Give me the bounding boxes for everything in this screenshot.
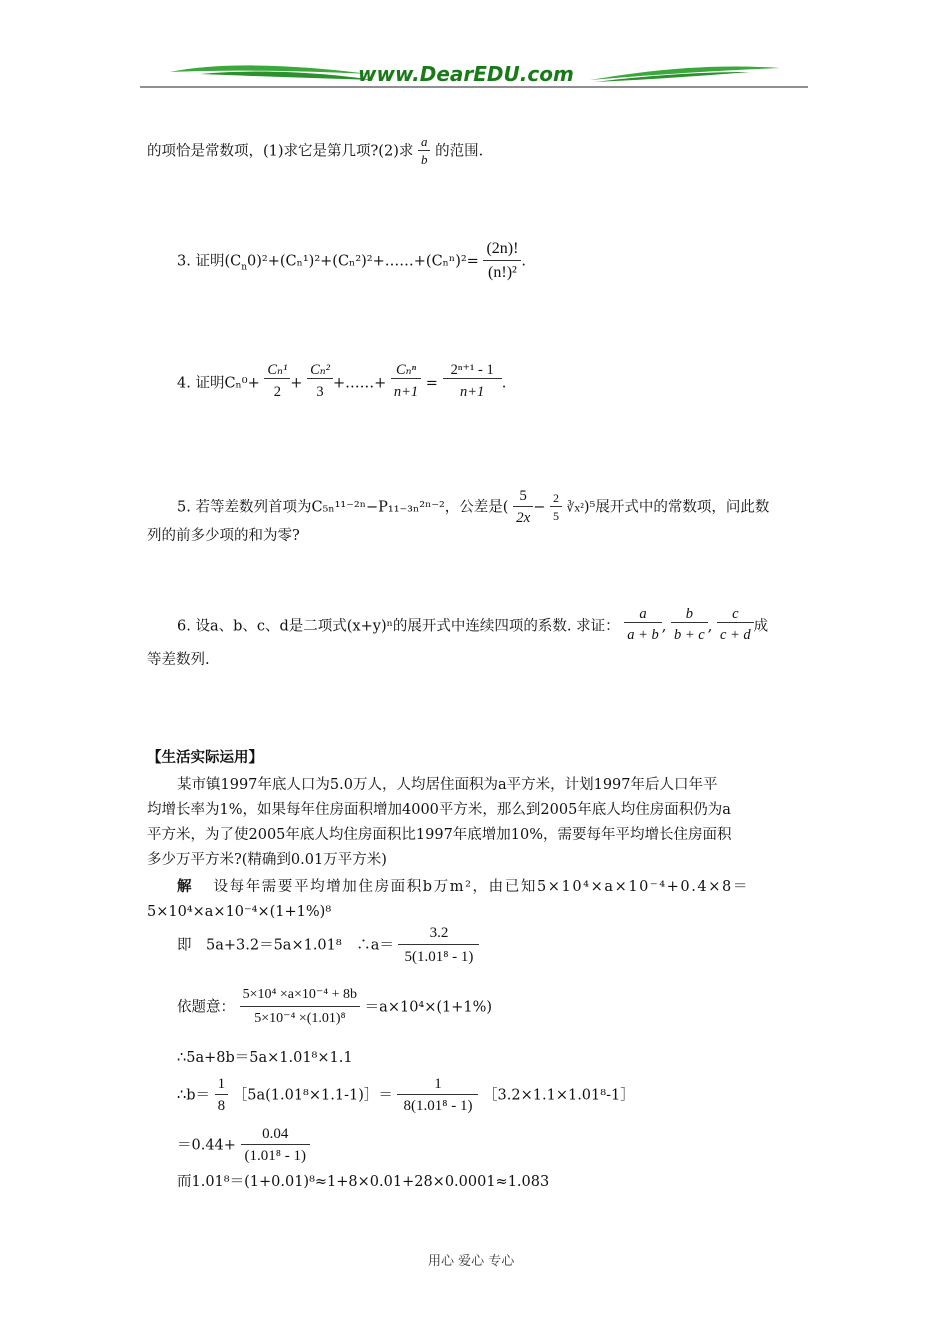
- subscript: n: [241, 262, 247, 273]
- solution-line-2: 5×10⁴×a×10⁻⁴×(1+1%)⁸: [147, 904, 332, 920]
- fraction-one-eighth: [215, 1074, 229, 1117]
- fraction-denominator: b: [420, 152, 428, 167]
- fraction-b-over-b-plus-c: [671, 606, 708, 647]
- text-segment: +: [290, 375, 303, 392]
- text-segment: 依题意：: [177, 999, 235, 1016]
- equation-1: [177, 922, 479, 969]
- fraction-numerator: 1: [215, 1074, 229, 1095]
- text-segment: ＝a×10⁴×(1+1%): [364, 999, 493, 1016]
- text-segment: 0)²+(Cₙ¹)²+(Cₙ²)²+……+(Cₙⁿ)²=: [247, 253, 479, 270]
- fraction-numerator: (2n)!: [483, 238, 521, 261]
- paragraph-line-1: 某市镇1997年底人口为5.0万人，人均居住面积为a平方米，计划1997年后人口年平: [177, 777, 718, 793]
- solution-label: 解: [177, 878, 192, 895]
- fraction-denominator: 5×10⁻⁴ ×(1.01)⁸: [254, 1011, 346, 1026]
- fraction-numerator: 2: [550, 490, 562, 507]
- text-segment: −: [533, 499, 546, 516]
- problem-4: [177, 362, 506, 405]
- fraction-c1-over-2: [264, 362, 290, 405]
- fraction-numerator: 3.2: [398, 922, 479, 945]
- problem-3: [177, 238, 526, 285]
- problem-5-cont: 列的前多少项的和为零?: [147, 528, 300, 544]
- equation-2: [177, 984, 492, 1031]
- fraction-denominator: 2x: [516, 510, 531, 526]
- text-segment: 6. 设a、b、c、d是二项式(x+y)ⁿ的展开式中连续四项的系数. 求证：: [177, 618, 620, 635]
- fraction-numerator: b: [671, 606, 708, 623]
- fraction-one-over-8-times: [397, 1074, 478, 1117]
- header-banner: [140, 60, 808, 90]
- equation-5: [177, 1124, 310, 1167]
- problem-2-tail: [147, 134, 483, 169]
- fraction-c-over-c-plus-d: [717, 606, 754, 647]
- text-segment: ［5a(1.01⁸×1.1-1)］＝: [232, 1087, 393, 1104]
- fraction-c2-over-3: [307, 362, 333, 405]
- site-logo-text: www.DearEDU.com: [358, 62, 574, 86]
- problem-6: [177, 606, 768, 647]
- fraction-3.2-over: [398, 922, 479, 969]
- fraction-denominator: 3: [316, 384, 324, 400]
- equation-4: [177, 1074, 635, 1117]
- text-segment: 的项恰是常数项，(1)求它是第几项?(2)求: [147, 143, 414, 160]
- text-segment: 4. 证明Cₙ⁰+: [177, 375, 260, 392]
- fraction-denominator: 8: [217, 1098, 226, 1114]
- fraction-denominator: 5(1.01⁸ - 1): [404, 949, 474, 965]
- fraction-numerator: 1: [397, 1074, 478, 1095]
- text-segment: ＝0.44+: [177, 1137, 236, 1154]
- solution-line-1: [177, 877, 749, 897]
- text-segment: 即 5a+3.2＝5a×1.01⁸ ∴a＝: [177, 937, 394, 954]
- fraction-numerator: 5: [513, 486, 533, 507]
- text-segment: .: [521, 253, 527, 270]
- page-footer: 用心 爱心 专心: [428, 1254, 515, 1269]
- fraction-denominator: 8(1.01⁸ - 1): [403, 1098, 473, 1114]
- text-segment: ,: [661, 618, 667, 635]
- fraction-2-over-5: [550, 490, 562, 525]
- fraction-numerator: Cₙ¹: [264, 362, 290, 379]
- text-segment: ∴b＝: [177, 1087, 211, 1104]
- section-title: 【生活实际运用】: [147, 749, 263, 766]
- text-segment: )⁵展开式中的常数项，问此数: [583, 499, 770, 516]
- equation-6: 而1.01⁸＝(1+0.01)⁸≈1+8×0.01+28×0.0001≈1.083: [177, 1174, 550, 1190]
- fraction-numerator: Cₙⁿ: [391, 362, 421, 379]
- cube-root-x-squared: ∛x²: [566, 500, 584, 515]
- text-segment: ,: [707, 618, 713, 635]
- fraction-numerator: a: [624, 606, 662, 623]
- fraction-cn-over-n-plus-1: [391, 362, 421, 405]
- text-segment: 3. 证明(C: [177, 253, 242, 270]
- fraction-numerator: 0.04: [241, 1124, 310, 1145]
- fraction-2-pow-n-plus-1: [443, 362, 502, 405]
- fraction-denominator: (1.01⁸ - 1): [244, 1148, 307, 1164]
- text-segment: 5. 若等差数列首项为C₅ₙ¹¹⁻²ⁿ−P₁₁₋₃ₙ²ⁿ⁻²，公差是(: [177, 499, 509, 516]
- fraction-denominator: a + b: [627, 627, 659, 643]
- fraction-0.04-over: [241, 1124, 310, 1167]
- text-segment: ［3.2×1.1×1.01⁸-1］: [483, 1087, 635, 1104]
- fraction-numerator: 5×10⁴ ×a×10⁻⁴ + 8b: [240, 984, 360, 1007]
- fraction-numerator: a: [418, 134, 431, 151]
- fraction-area-equation: [240, 984, 360, 1031]
- fraction-numerator: Cₙ²: [307, 362, 333, 379]
- problem-5: [177, 486, 769, 529]
- paragraph-line-2: 均增长率为1%，如果每年住房面积增加4000平方米，那么到2005年底人均住房面积仍为a: [147, 802, 731, 818]
- fraction-denominator: (n!)²: [488, 264, 517, 281]
- fraction-denominator: c + d: [719, 627, 751, 643]
- text-segment: 的范围.: [435, 143, 484, 160]
- fraction-denominator: n+1: [459, 384, 485, 400]
- text-segment: 设每年需要平均增加住房面积b万m²，由已知5×10⁴×a×10⁻⁴+0.4×8＝: [213, 879, 749, 895]
- fraction-denominator: n+1: [393, 384, 419, 400]
- text-segment: .: [501, 375, 507, 392]
- fraction-numerator: 2ⁿ⁺¹ - 1: [443, 362, 502, 379]
- paragraph-line-4: 多少万平方米?(精确到0.01万平方米): [147, 852, 387, 868]
- fraction-a-over-a-plus-b: [624, 606, 662, 647]
- fraction-5-over-2x: [513, 486, 533, 529]
- fraction-2n-factorial: [483, 238, 521, 285]
- fraction-denominator: b + c: [673, 627, 705, 643]
- equation-3: ∴5a+8b＝5a×1.01⁸×1.1: [177, 1050, 353, 1066]
- problem-6-cont: 等差数列.: [147, 652, 210, 668]
- paragraph-line-3: 平方米，为了使2005年底人均住房面积比1997年底增加10%，需要每年平均增长住房面积: [147, 827, 732, 843]
- fraction-denominator: 5: [553, 509, 560, 523]
- fraction-denominator: 2: [273, 384, 281, 400]
- text-segment: 成: [753, 618, 769, 635]
- fraction-a-over-b: [418, 134, 431, 169]
- text-segment: +……+: [332, 375, 387, 392]
- text-segment: =: [425, 375, 438, 392]
- fraction-numerator: c: [717, 606, 754, 623]
